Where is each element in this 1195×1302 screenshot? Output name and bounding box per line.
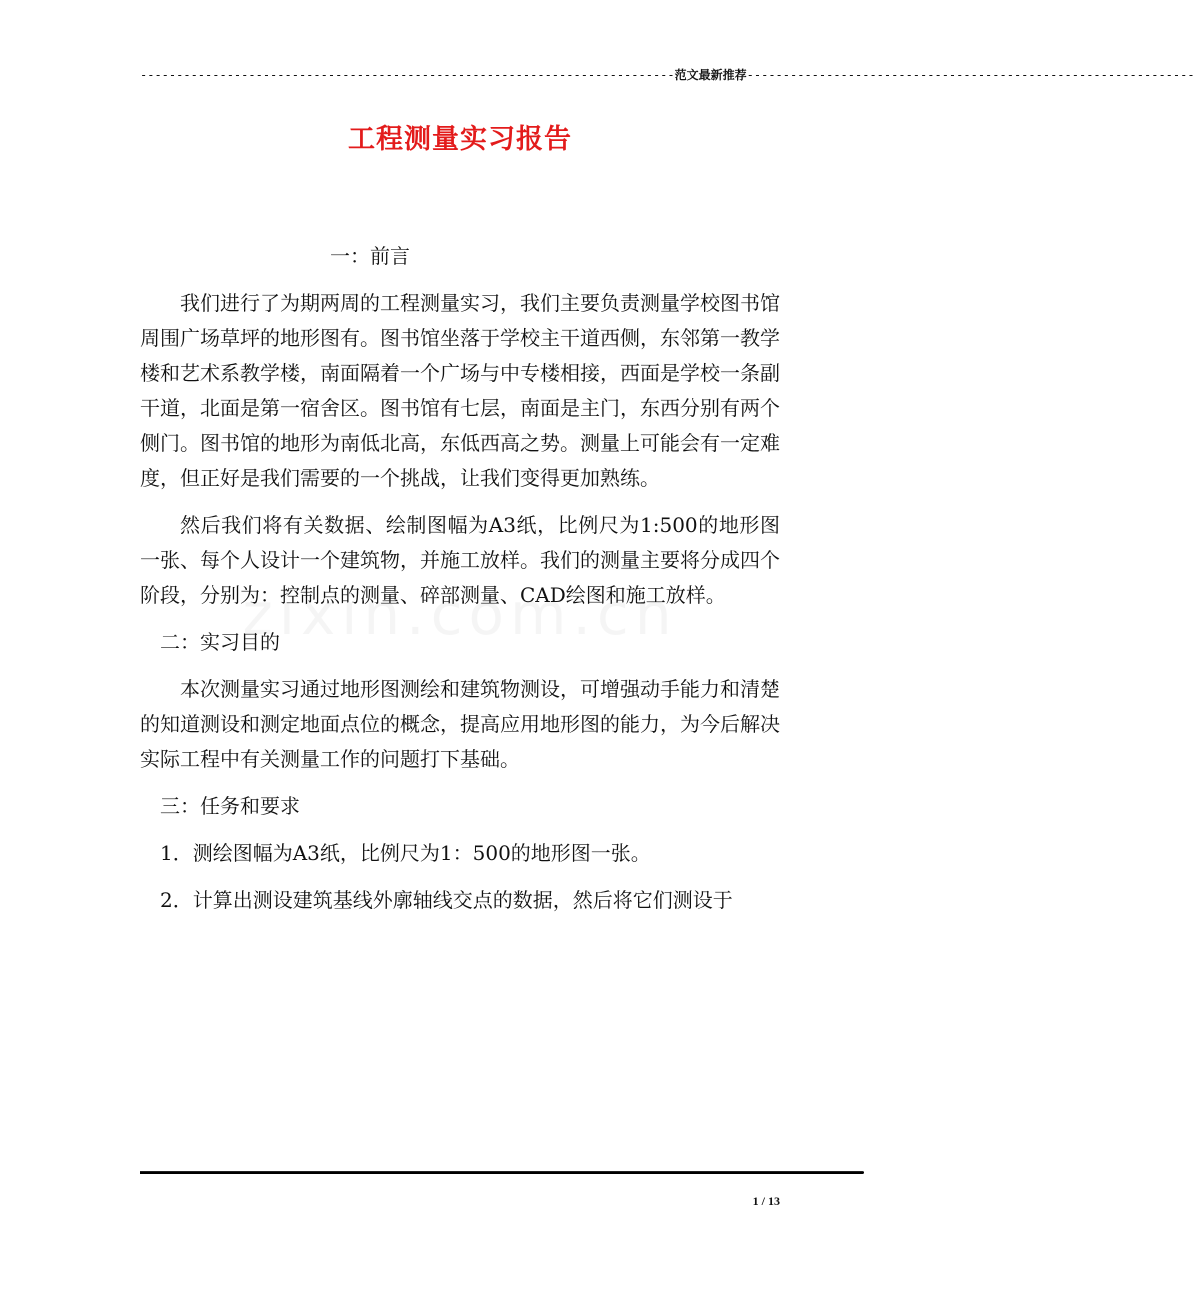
paragraph-preface-1: 我们进行了为期两周的工程测量实习，我们主要负责测量学校图书馆周围广场草坪的地形图有。图书馆坐落于学校主干道西侧，东邻第一教学楼和艺术系教学楼，南面隔着一个广场与中专楼相接，西面是学校一条副干道，北面是第一宿舍区。图书馆有七层，南面是主门，东西分别有两个侧门。图书馆的地形为南低北高，东低西高之势。测量上可能会有一定难度，但正好是我们需要的一个挑战，让我们变得更加熟练。: [140, 291, 780, 490]
section-heading-purpose: 二：实习目的: [160, 630, 280, 654]
page-header: [140, 66, 1195, 84]
header-dashes-left: --------------------------------------------------------------------------: [140, 68, 675, 82]
task-item-2: 2．计算出测设建筑基线外廓轴线交点的数据，然后将它们测设于: [160, 888, 733, 912]
section-heading-preface: 一：前言: [330, 244, 410, 268]
document-title: 工程测量实习报告: [348, 124, 572, 155]
paragraph-purpose: 本次测量实习通过地形图测绘和建筑物测设，可增强动手能力和清楚的知道测设和测定地面点位的概念，提高应用地形图的能力，为今后解决实际工程中有关测量工作的问题打下基础。: [140, 677, 780, 771]
page-number: 1 / 13: [752, 1194, 780, 1208]
section-heading-tasks: 三：任务和要求: [160, 794, 300, 818]
document-body: [140, 239, 780, 930]
task-item-1: 1．测绘图幅为A3纸，比例尺为1：500的地形图一张。: [160, 841, 651, 865]
paragraph-preface-2: 然后我们将有关数据、绘制图幅为A3纸，比例尺为1:500的地形图一张、每个人设计一个建筑物，并施工放样。我们的测量主要将分成四个阶段，分别为：控制点的测量、碎部测量、CAD绘图和施工放样。: [140, 513, 780, 607]
footer-divider: [140, 1171, 864, 1174]
header-dashes-right: --------------------------------------------------------------: [746, 68, 1195, 82]
header-label: 范文最新推荐: [674, 68, 747, 82]
